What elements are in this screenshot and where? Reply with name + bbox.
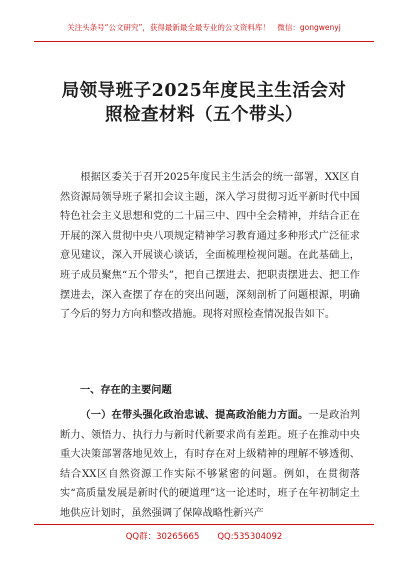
intro-paragraph: 根据区委关于召开2025年度民主生活会的统一部署，XX区自然资源局领导班子紧扣会议主题，深入学习贯彻习近平新时代中国特色社会主义思想和党的二十届三中、四中全会精神，并结合正在开展的深入贯彻中央八项规定精神学习教育通过多种形式广泛征求意见建议，深入开展谈心谈话，全面梳理检视问题。在此基础上，班子成员聚焦“五个带头”，把自己摆进去、把职责摆进去、把工作摆进去，深入查摆了存在的突出问题，深刻剖析了问题根源，明确了今后的努力方向和整改措施。现将对照检查情况报告如下。: [60, 172, 360, 321]
footer-qq-group: QQ群：30265665: [125, 532, 200, 542]
footer-contact: [0, 530, 408, 542]
section-heading: 一、存在的主要问题: [80, 385, 172, 396]
subsection-lead: （一）在带头强化政治忠诚、提高政治能力方面。: [80, 410, 309, 421]
footer-rule: [34, 524, 374, 525]
header-rule: [34, 41, 374, 42]
document-title-line-1: 局领导班子2025年度民主生活会对: [61, 81, 347, 101]
subsection-paragraph: [60, 406, 360, 524]
document-title-line-2: 照检查材料（五个带头）: [105, 105, 303, 125]
promo-banner: 关注头条号“公文研究”，获得最新最全最专业的公文资料库！ 微信：gongwenyj: [67, 23, 341, 32]
footer-qq: QQ:535304092: [217, 532, 283, 542]
subsection-body: 一是政治判断力、领悟力、执行力与新时代新要求尚有差距。班子在推动中央重大决策部署落地见效上，有时存在对上级精神的理解不够透彻、结合XX区自然资源工作实际不够紧密的问题。例如，在贯彻落实“高质量发展是新时代的硬道理”这一论述时，班子在年初制定土地供应计划时，虽然强调了保障战略性新兴产: [60, 410, 361, 519]
